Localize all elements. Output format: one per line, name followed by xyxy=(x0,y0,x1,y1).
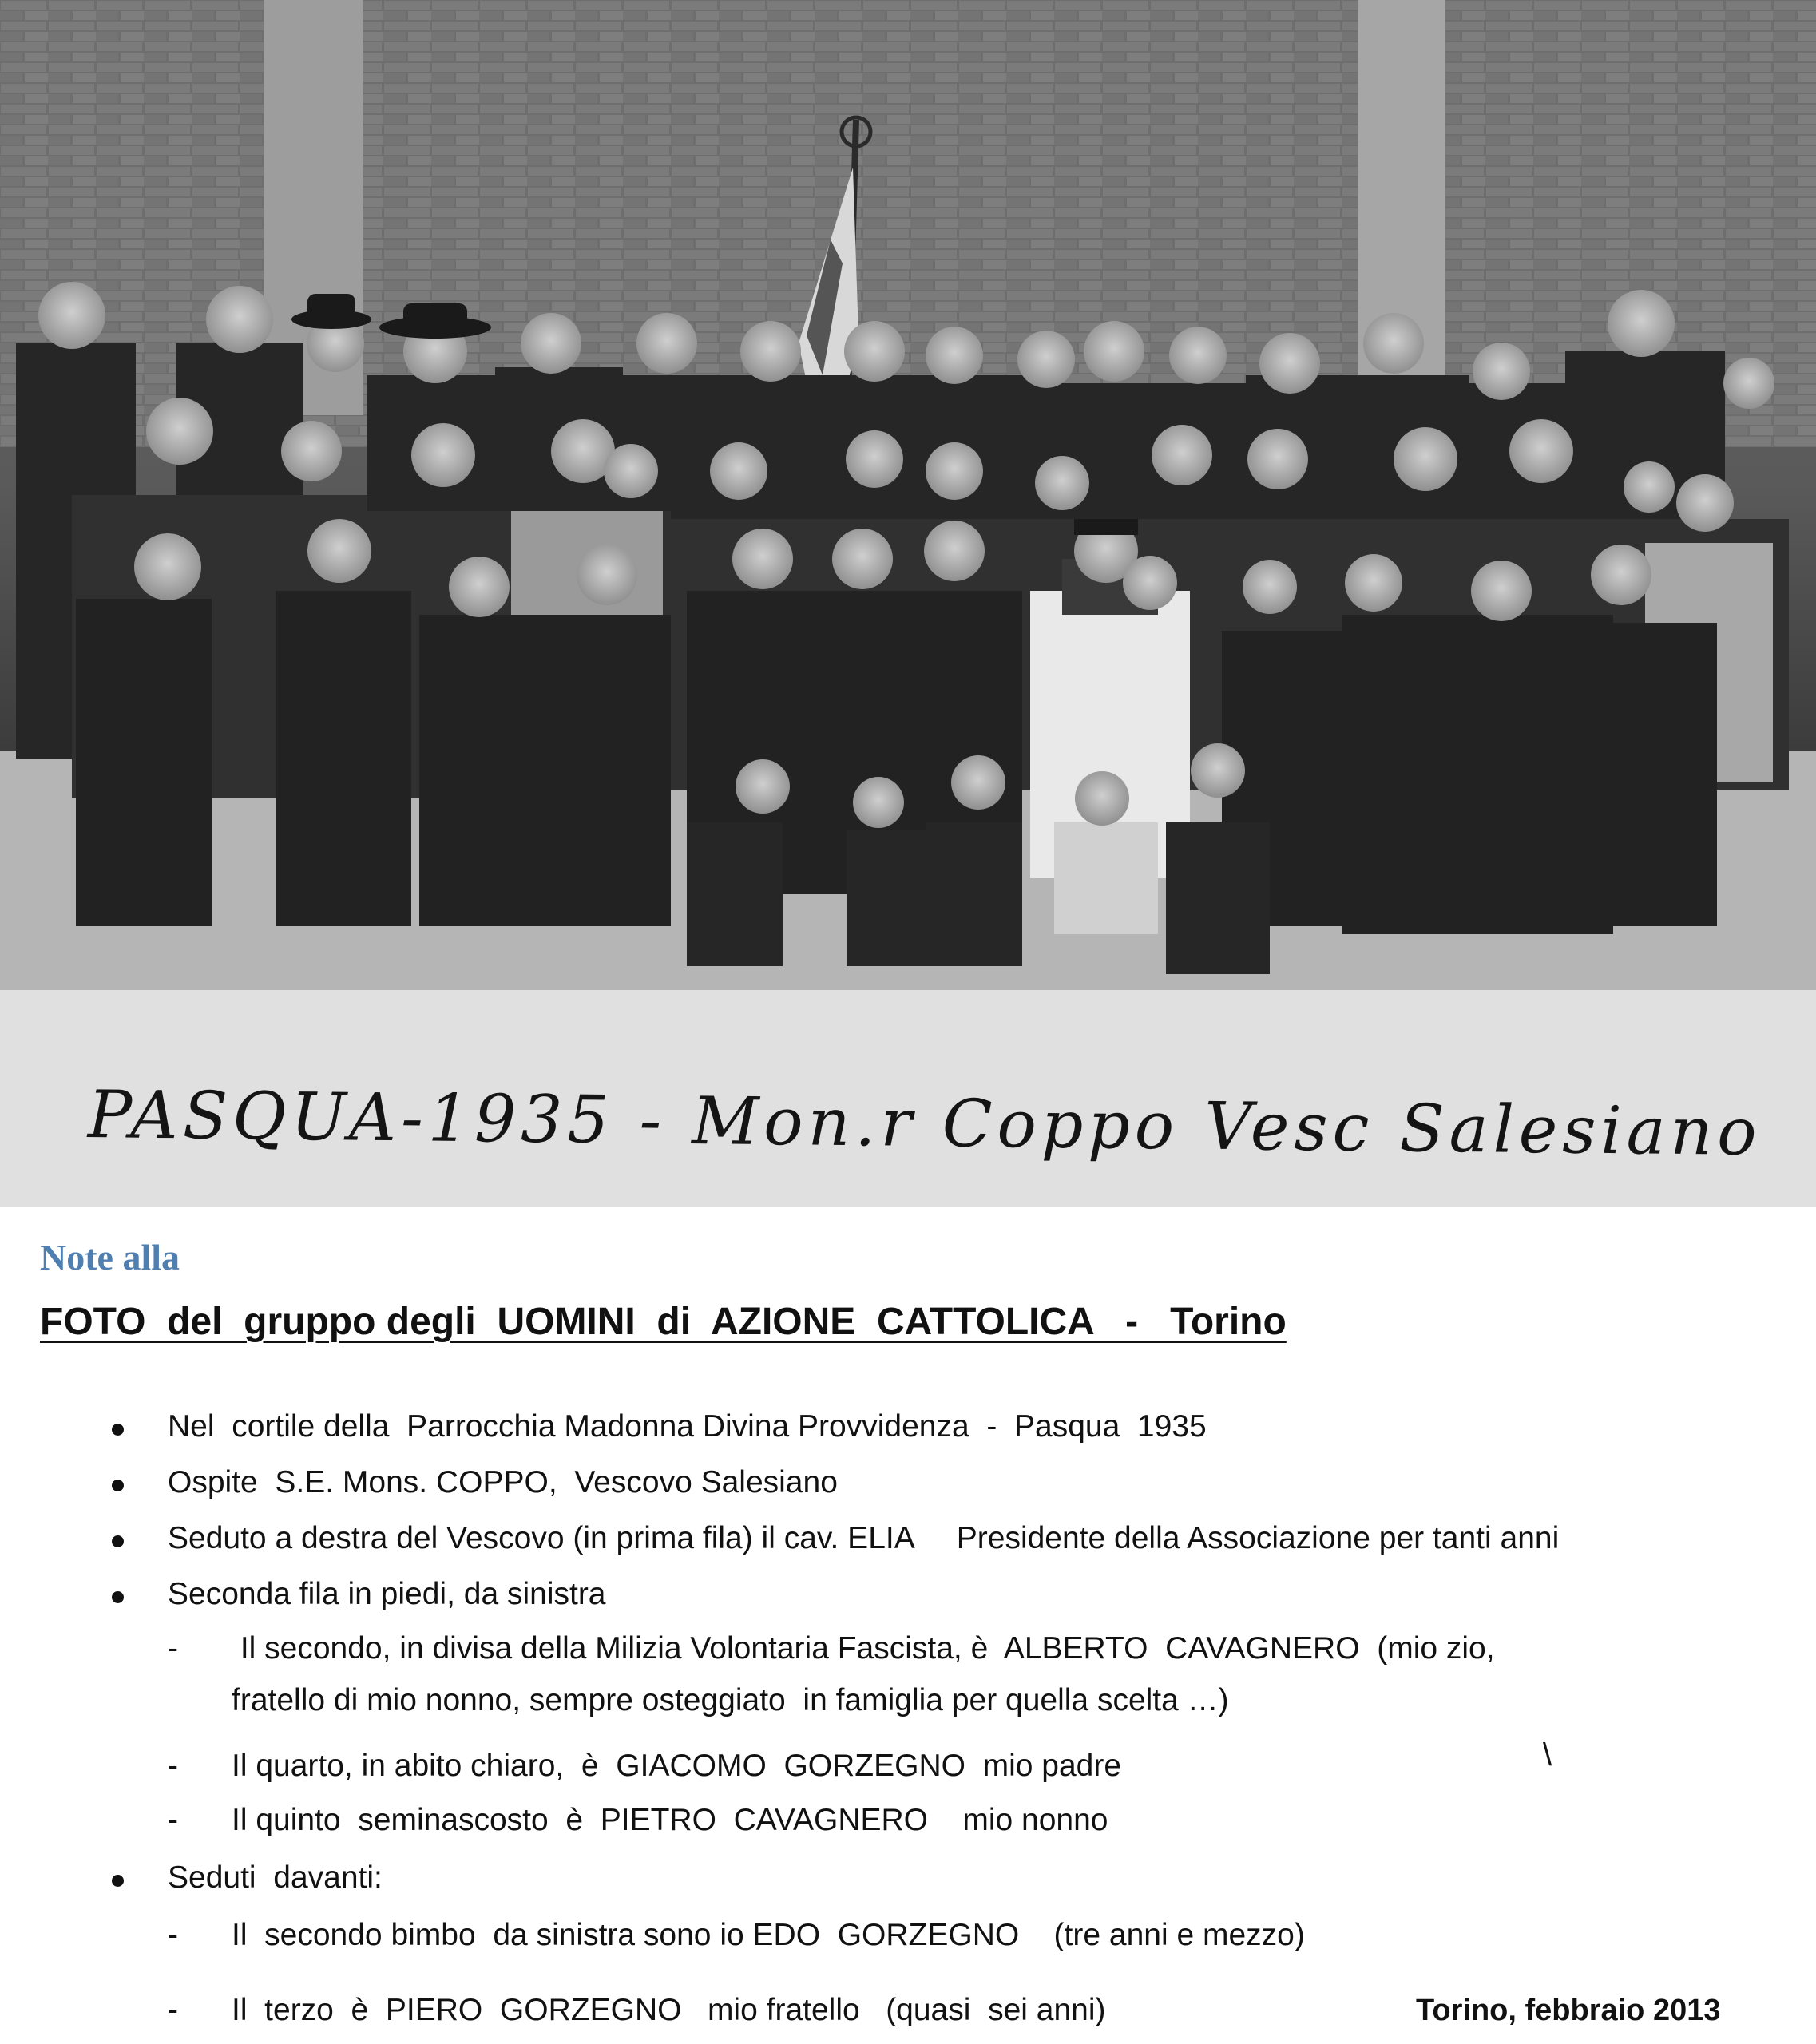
dash-icon: - xyxy=(168,1749,178,1783)
bullet-icon xyxy=(112,1424,124,1436)
list-item: Nel cortile della Parrocchia Madonna Divina Provvidenza - Pasqua 1935 xyxy=(168,1409,1207,1444)
list-item: Seduto a destra del Vescovo (in prima fila) il cav. ELIA Presidente della Associazione per tanti anni xyxy=(168,1521,1560,1555)
stray-mark: \ xyxy=(1543,1737,1552,1773)
handwritten-caption: PASQUA-1935 - Mon.r Coppo Vesc Salesiano xyxy=(87,1077,1762,1171)
signature-date: Torino, febbraio 2013 xyxy=(1416,1994,1721,2027)
bullet-icon xyxy=(112,1535,124,1547)
list-subitem-continuation: fratello di mio nonno, sempre osteggiato in famiglia per quella scelta …) xyxy=(232,1683,1229,1717)
list-item: Ospite S.E. Mons. COPPO, Vescovo Salesiano xyxy=(168,1465,838,1499)
list-subitem: Il secondo, in divisa della Milizia Volontaria Fascista, è ALBERTO CAVAGNERO (mio zio, xyxy=(232,1631,1495,1666)
dash-icon: - xyxy=(168,1803,178,1837)
list-subitem: Il secondo bimbo da sinistra sono io EDO GORZEGNO (tre anni e mezzo) xyxy=(232,1918,1305,1952)
list-item: Seconda fila in piedi, da sinistra xyxy=(168,1577,606,1611)
list-subitem: Il quinto seminascosto è PIETRO CAVAGNERO mio nonno xyxy=(232,1803,1108,1837)
dash-icon: - xyxy=(168,1918,178,1952)
dash-icon: - xyxy=(168,1993,178,2027)
list-subitem: Il quarto, in abito chiaro, è GIACOMO GORZEGNO mio padre xyxy=(232,1749,1122,1783)
bullet-icon xyxy=(112,1480,124,1491)
list-subitem: Il terzo è PIERO GORZEGNO mio fratello (quasi sei anni) xyxy=(232,1993,1106,2027)
dash-icon: - xyxy=(168,1631,178,1666)
list-item: Seduti davanti: xyxy=(168,1860,383,1895)
notes-label: Note alla xyxy=(40,1237,180,1278)
bullet-icon xyxy=(112,1875,124,1887)
notes-title: FOTO del gruppo degli UOMINI di AZIONE CATTOLICA - Torino xyxy=(40,1301,1287,1343)
bullet-icon xyxy=(112,1591,124,1603)
